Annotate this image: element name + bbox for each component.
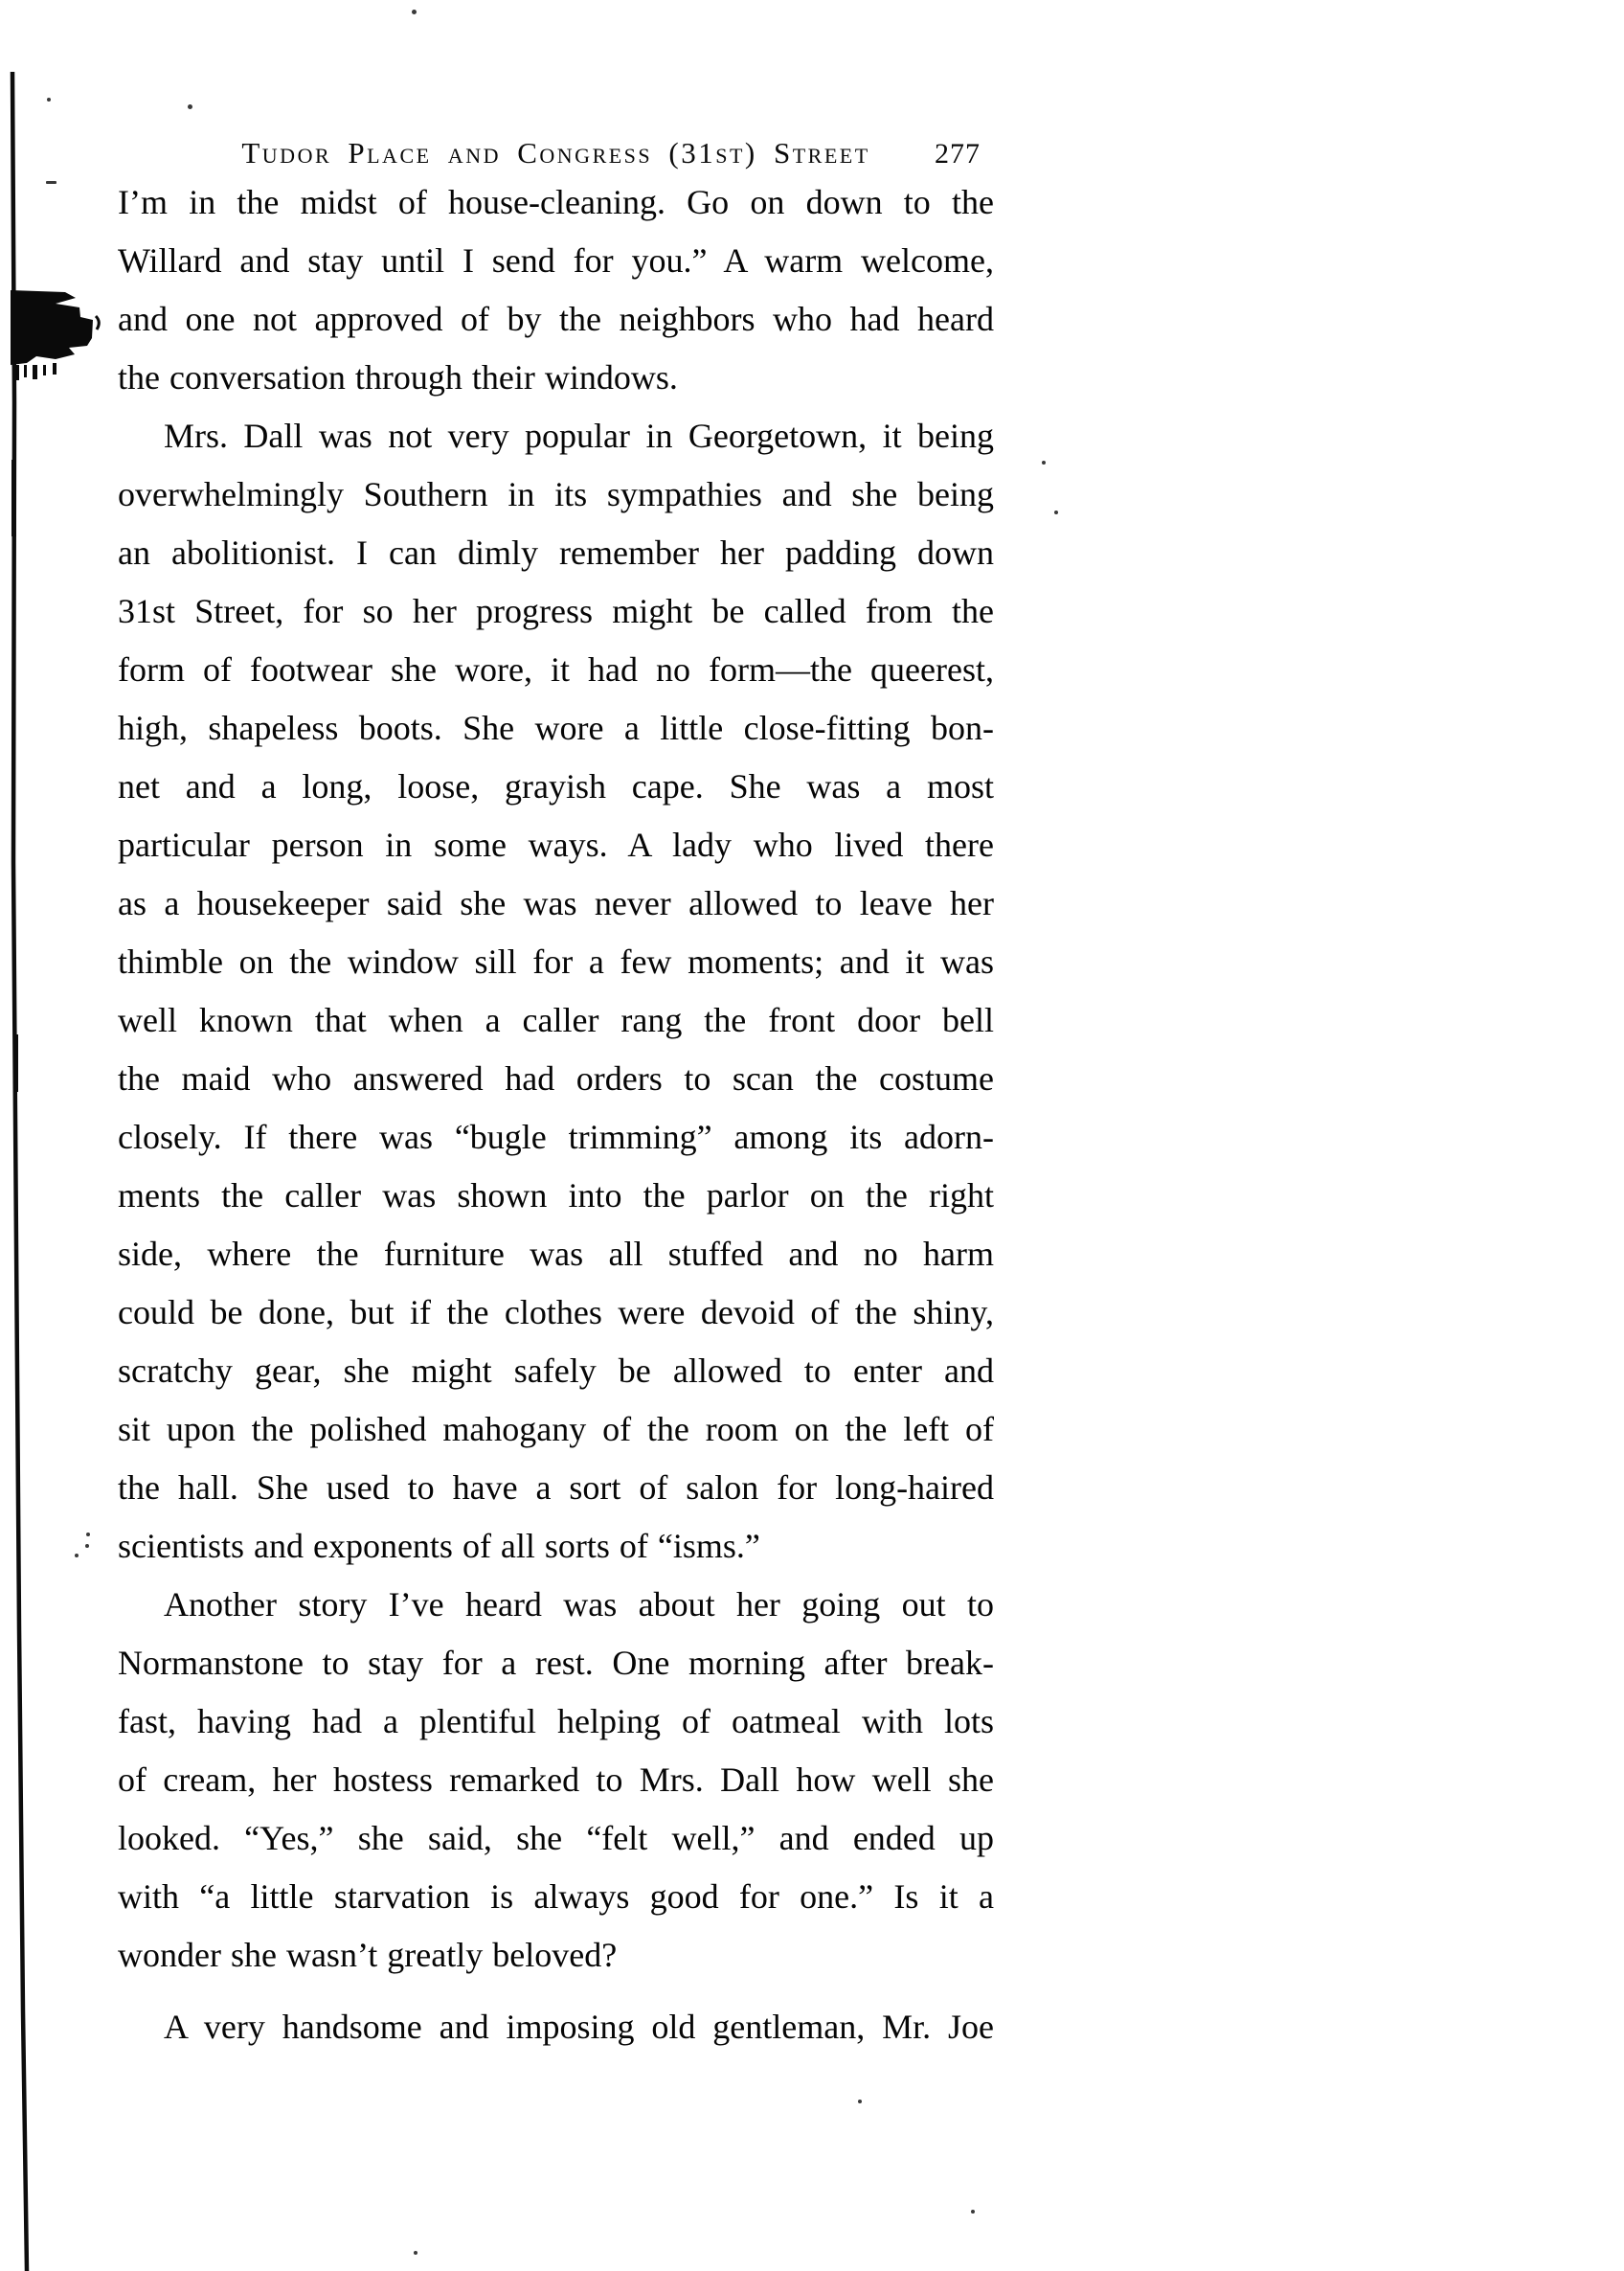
text-line: well known that when a caller rang the front door bell [118,1001,994,1039]
scan-speck [75,1554,79,1557]
text-line: thimble on the window sill for a few moments; and it was [118,942,994,981]
page-number: 277 [935,138,981,170]
scan-edge-artifact [0,0,134,2271]
running-header [118,136,994,178]
scan-speck [1054,511,1058,514]
text-line: overwhelmingly Southern in its sympathies and she being [118,475,994,513]
scan-speck [412,10,417,14]
text-line: the maid who answered had orders to scan the costume [118,1059,994,1098]
scan-speck [188,104,192,109]
text-line: the conversation through their windows. [118,358,678,397]
text-line: net and a long, loose, grayish cape. She was a most [118,767,994,806]
scan-speck [414,2251,417,2255]
paragraph [118,173,994,407]
page-gutter-line [12,72,27,2271]
text-line: A very handsome and imposing old gentleman, Mr. Joe [164,2008,994,2046]
ink-blob [11,290,93,365]
text-line: an abolitionist. I can dimly remember her padding down [118,534,994,572]
paragraph [118,1998,994,2056]
text-line: fast, having had a plentiful helping of oatmeal with lots [118,1702,994,1740]
text-line: looked. “Yes,” she said, she “felt well,” and ended up [118,1819,994,1857]
scan-speck [86,1533,90,1536]
scan-speck [47,98,51,102]
text-line: the hall. She used to have a sort of salon for long-haired [118,1468,994,1507]
text-line: closely. If there was “bugle trimming” among its adorn- [118,1118,994,1156]
text-line: with “a little starvation is always good for one.” Is it a [118,1877,994,1916]
text-line: Another story I’ve heard was about her going out to [164,1585,994,1624]
scan-speck [1042,461,1046,465]
text-line: side, where the furniture was all stuffed and no harm [118,1235,994,1273]
text-line: particular person in some ways. A lady who lived there [118,826,994,864]
text-line: Normanstone to stay for a rest. One morning after break- [118,1644,994,1682]
paragraph [118,407,994,1576]
scan-speck [971,2210,975,2214]
scan-speck [858,2100,862,2103]
text-line: form of footwear she wore, it had no form—the queerest, [118,650,994,689]
text-line: could be done, but if the clothes were devoid of the shiny, [118,1293,994,1331]
text-line: high, shapeless boots. She wore a little close-fitting bon- [118,709,994,747]
chapter-title: Tudor Place and Congress (31st) Street [241,136,870,170]
text-line: 31st Street, for so her progress might be called from the [118,592,994,630]
text-line: of cream, her hostess remarked to Mrs. Dall how well she [118,1760,994,1799]
text-line: wonder she wasn’t greatly beloved? [118,1936,618,1974]
page-body [118,173,994,2056]
text-line: scratchy gear, she might safely be allowed to enter and [118,1351,994,1390]
text-line: Mrs. Dall was not very popular in Georgetown, it being [164,417,994,455]
scan-speck [46,181,56,184]
text-line: as a housekeeper said she was never allowed to leave her [118,884,994,922]
text-line: scientists and exponents of all sorts of “isms.” [118,1527,760,1565]
text-line: and one not approved of by the neighbors who had heard [118,300,994,338]
text-line: I’m in the midst of house-cleaning. Go on down to the [118,183,994,221]
paragraph [118,1576,994,1985]
text-line: sit upon the polished mahogany of the room on the left of [118,1410,994,1448]
text-line: ments the caller was shown into the parlor on the right [118,1176,994,1215]
scan-speck [85,1544,89,1548]
text-line: Willard and stay until I send for you.” A warm welcome, [118,241,994,280]
